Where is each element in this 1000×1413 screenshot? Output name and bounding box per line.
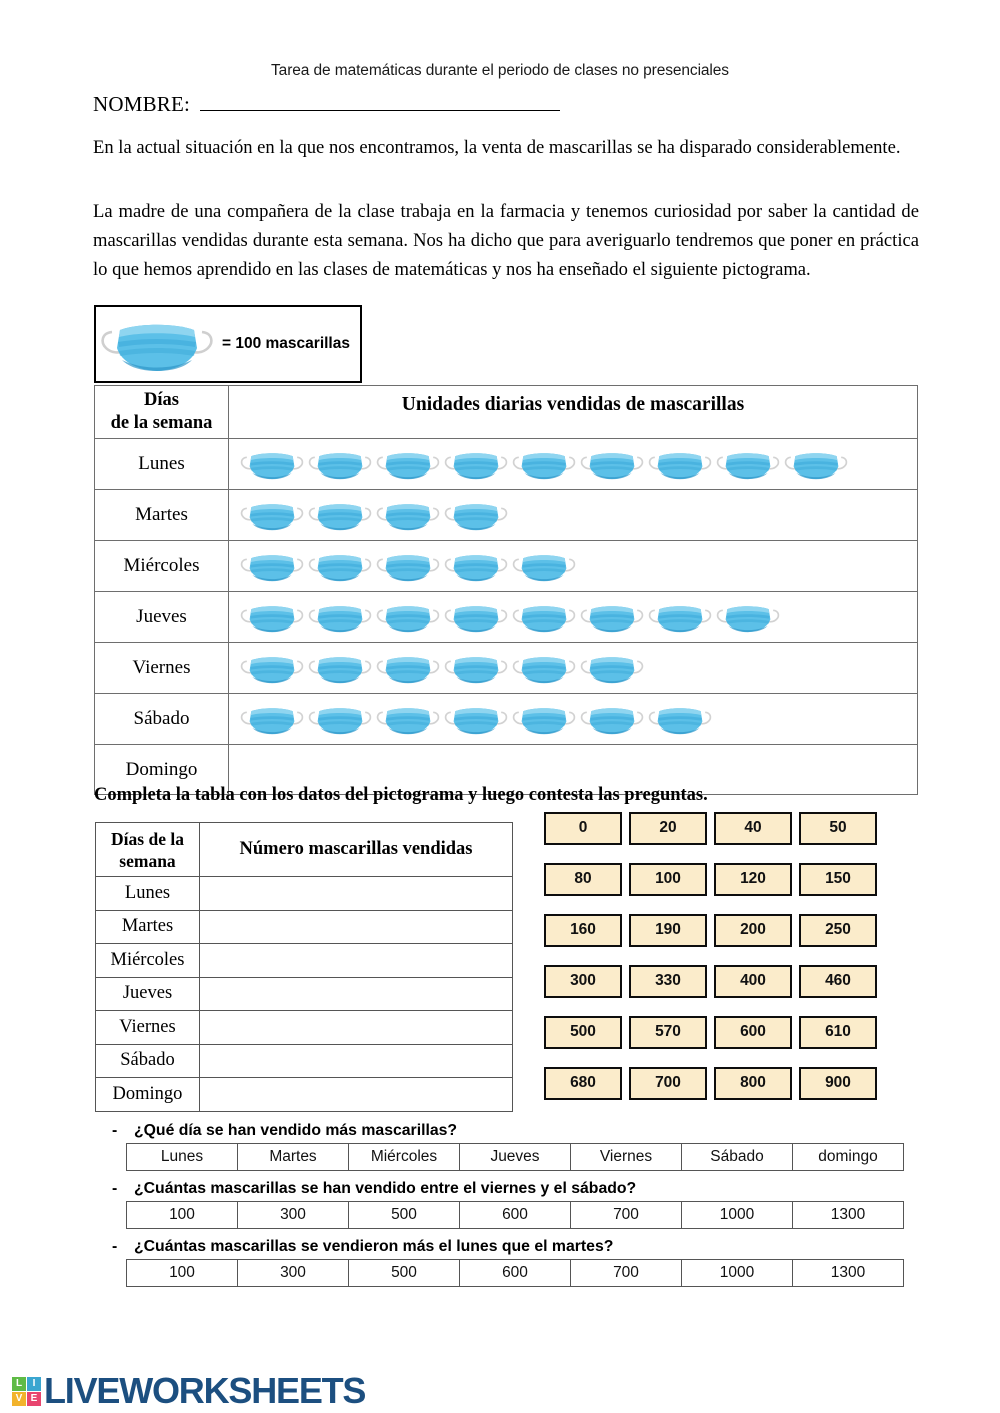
surgical-mask-icon — [443, 646, 509, 690]
number-tile[interactable]: 500 — [544, 1016, 622, 1049]
number-tile-wrap — [711, 861, 795, 897]
question-line — [112, 1238, 912, 1256]
question-options-table — [126, 1201, 904, 1229]
question-option[interactable]: 1300 — [793, 1260, 904, 1287]
question-text: ¿Cuántas mascarillas se vendieron más el lunes que el martes? — [134, 1238, 614, 1255]
number-tile[interactable]: 330 — [629, 965, 707, 998]
surgical-mask-icon — [647, 595, 713, 639]
question-bullet: - — [112, 1180, 118, 1197]
number-tile[interactable]: 190 — [629, 914, 707, 947]
surgical-mask-icon — [443, 697, 509, 741]
number-tile[interactable]: 40 — [714, 812, 792, 845]
answer-value-input[interactable] — [200, 977, 513, 1011]
surgical-mask-icon — [579, 697, 645, 741]
number-tile-wrap — [626, 1065, 710, 1101]
surgical-mask-icon — [443, 595, 509, 639]
pictogram-icon-cell — [229, 490, 918, 541]
number-tile-wrap — [626, 1014, 710, 1050]
number-tile-grid — [541, 810, 880, 1101]
surgical-mask-icon — [443, 544, 509, 588]
surgical-mask-icon — [98, 312, 216, 376]
number-tile-wrap — [626, 912, 710, 948]
pictogram-icon-cell — [229, 439, 918, 490]
answer-header-days — [96, 823, 200, 877]
pictogram-row — [95, 541, 918, 592]
question-option[interactable]: 1300 — [793, 1202, 904, 1229]
logo-tile-l: L — [12, 1377, 26, 1391]
surgical-mask-icon — [511, 442, 577, 486]
question-options-row — [127, 1202, 904, 1229]
answer-table-row — [96, 977, 513, 1011]
surgical-mask-icon — [239, 442, 305, 486]
pictogram-row — [95, 643, 918, 694]
logo-tile-v: V — [12, 1392, 26, 1406]
number-tile[interactable]: 800 — [714, 1067, 792, 1100]
answer-value-input[interactable] — [200, 910, 513, 944]
surgical-mask-icon — [647, 697, 713, 741]
question-text: ¿Cuántas mascarillas se han vendido entre el viernes y el sábado? — [134, 1180, 637, 1197]
number-tile[interactable]: 100 — [629, 863, 707, 896]
answer-day-label: Jueves — [96, 977, 200, 1011]
question-option[interactable]: 500 — [349, 1260, 460, 1287]
number-tile-wrap — [541, 861, 625, 897]
answer-value-input[interactable] — [200, 1044, 513, 1078]
surgical-mask-icon — [307, 544, 373, 588]
number-tile[interactable]: 20 — [629, 812, 707, 845]
pictogram-row — [95, 439, 918, 490]
pictogram-row — [95, 490, 918, 541]
surgical-mask-icon — [579, 646, 645, 690]
answer-header-number: Número mascarillas vendidas — [200, 823, 513, 877]
answer-table-row — [96, 910, 513, 944]
surgical-mask-icon — [511, 595, 577, 639]
question-option[interactable]: Sábado — [682, 1144, 793, 1171]
answer-header-days-line2: semana — [119, 850, 176, 871]
number-tile-wrap — [541, 912, 625, 948]
answer-day-label: Miércoles — [96, 944, 200, 978]
number-tile[interactable]: 80 — [544, 863, 622, 896]
answer-day-label: Martes — [96, 910, 200, 944]
pictogram-day-label: Sábado — [95, 694, 229, 745]
pictogram-icon-row — [239, 493, 917, 537]
question-option[interactable]: 1000 — [682, 1202, 793, 1229]
number-tile[interactable]: 400 — [714, 965, 792, 998]
pictogram-day-label: Jueves — [95, 592, 229, 643]
answer-value-input[interactable] — [200, 877, 513, 911]
surgical-mask-icon — [375, 544, 441, 588]
pictogram-icon-row — [239, 646, 917, 690]
answer-value-input[interactable] — [200, 1011, 513, 1045]
answer-table-row — [96, 1011, 513, 1045]
question-option[interactable]: Jueves — [460, 1144, 571, 1171]
pictogram-header-days — [95, 386, 229, 439]
number-tile[interactable]: 50 — [799, 812, 877, 845]
surgical-mask-icon — [375, 442, 441, 486]
answer-table-row — [96, 944, 513, 978]
name-input-line[interactable] — [200, 97, 560, 111]
question-options-table — [126, 1259, 904, 1287]
pictogram-header-days-line2: de la semana — [110, 413, 213, 433]
pictogram-header-units: Unidades diarias vendidas de mascarillas — [229, 386, 918, 439]
answer-table — [95, 822, 513, 1112]
answer-table-row — [96, 1078, 513, 1112]
question-options-table — [126, 1143, 904, 1171]
surgical-mask-icon — [647, 442, 713, 486]
pictogram-icon-cell — [229, 643, 918, 694]
surgical-mask-icon — [443, 442, 509, 486]
number-tile-wrap — [711, 912, 795, 948]
pictogram-row — [95, 592, 918, 643]
question-option[interactable]: domingo — [793, 1144, 904, 1171]
pictogram-header-days-line1: Días — [144, 390, 179, 410]
pictogram-icon-row — [239, 697, 917, 741]
number-tile-wrap — [541, 1065, 625, 1101]
question-option[interactable]: Martes — [238, 1144, 349, 1171]
surgical-mask-icon — [375, 646, 441, 690]
answer-day-label: Sábado — [96, 1044, 200, 1078]
name-label: NOMBRE: — [93, 92, 191, 116]
surgical-mask-icon — [511, 544, 577, 588]
intro-paragraph-2: La madre de una compañera de la clase trabaja en la farmacia y tenemos curiosidad por saber la cantidad de mascarillas vendidas durante esta semana. Nos ha dicho que para averiguarlo tendremos que poner en práctica lo que hemos aprendido en las clases de matemáticas y nos ha enseñado el siguiente pictograma. — [93, 201, 919, 280]
pictogram-row — [95, 694, 918, 745]
answer-table-row — [96, 877, 513, 911]
number-tile[interactable]: 200 — [714, 914, 792, 947]
question-option[interactable]: Miércoles — [349, 1144, 460, 1171]
logo-wordmark: LIVEWORKSHEETS — [44, 1370, 366, 1411]
number-tile-wrap — [541, 810, 625, 846]
question-text: ¿Qué día se han vendido más mascarillas? — [134, 1122, 458, 1139]
pictogram-table — [94, 385, 918, 795]
logo-tiles — [12, 1377, 41, 1406]
number-tile[interactable]: 610 — [799, 1016, 877, 1049]
question-options-row — [127, 1260, 904, 1287]
pictogram-day-label: Lunes — [95, 439, 229, 490]
number-tile-wrap — [796, 861, 880, 897]
number-tile[interactable]: 0 — [544, 812, 622, 845]
number-tile-wrap — [796, 1014, 880, 1050]
answer-day-label: Lunes — [96, 877, 200, 911]
pictogram-icon-row — [239, 544, 917, 588]
surgical-mask-icon — [307, 646, 373, 690]
surgical-mask-icon — [443, 493, 509, 537]
number-tile-wrap — [796, 963, 880, 999]
legend-box — [94, 305, 362, 383]
question-option[interactable]: 700 — [571, 1202, 682, 1229]
question-option[interactable]: Viernes — [571, 1144, 682, 1171]
number-tile-wrap — [796, 810, 880, 846]
surgical-mask-icon — [511, 646, 577, 690]
name-field-row — [93, 92, 560, 117]
number-tile[interactable]: 900 — [799, 1067, 877, 1100]
question-option[interactable]: 300 — [238, 1260, 349, 1287]
surgical-mask-icon — [307, 697, 373, 741]
question-line — [112, 1180, 912, 1198]
surgical-mask-icon — [239, 697, 305, 741]
pictogram-icon-row — [239, 595, 917, 639]
number-tile-wrap — [711, 1065, 795, 1101]
number-tile-wrap — [711, 810, 795, 846]
pictogram-icon-row — [239, 442, 917, 486]
surgical-mask-icon — [579, 442, 645, 486]
number-tile-wrap — [796, 912, 880, 948]
number-tile-wrap — [626, 861, 710, 897]
question-option[interactable]: 600 — [460, 1202, 571, 1229]
number-tile[interactable]: 570 — [629, 1016, 707, 1049]
answer-value-input[interactable] — [200, 944, 513, 978]
answer-table-header-row — [96, 823, 513, 877]
question-option[interactable]: 500 — [349, 1202, 460, 1229]
surgical-mask-icon — [239, 544, 305, 588]
surgical-mask-icon — [307, 442, 373, 486]
number-tile[interactable]: 150 — [799, 863, 877, 896]
number-tile-wrap — [541, 1014, 625, 1050]
number-tile-wrap — [796, 1065, 880, 1101]
number-tile[interactable]: 160 — [544, 914, 622, 947]
surgical-mask-icon — [239, 595, 305, 639]
number-tile[interactable]: 120 — [714, 863, 792, 896]
logo-tile-i: I — [27, 1377, 41, 1391]
number-tile-wrap — [711, 1014, 795, 1050]
pictogram-day-label: Martes — [95, 490, 229, 541]
surgical-mask-icon — [375, 595, 441, 639]
question-option[interactable]: 1000 — [682, 1260, 793, 1287]
surgical-mask-icon — [375, 697, 441, 741]
answer-day-label: Viernes — [96, 1011, 200, 1045]
number-tile-wrap — [626, 963, 710, 999]
number-tile[interactable]: 460 — [799, 965, 877, 998]
surgical-mask-icon — [579, 595, 645, 639]
number-tile-wrap — [711, 963, 795, 999]
surgical-mask-icon — [511, 697, 577, 741]
pictogram-icon-cell — [229, 592, 918, 643]
answer-day-label: Domingo — [96, 1078, 200, 1112]
logo-tile-e: E — [27, 1392, 41, 1406]
question-option[interactable]: 300 — [238, 1202, 349, 1229]
pictogram-icon-cell — [229, 694, 918, 745]
question-options-row — [127, 1144, 904, 1171]
surgical-mask-icon — [307, 493, 373, 537]
surgical-mask-icon — [307, 595, 373, 639]
number-tile[interactable]: 600 — [714, 1016, 792, 1049]
number-tile[interactable]: 300 — [544, 965, 622, 998]
surgical-mask-icon — [715, 595, 781, 639]
pictogram-icon-cell — [229, 541, 918, 592]
pictogram-day-label: Viernes — [95, 643, 229, 694]
question-option[interactable]: 100 — [127, 1202, 238, 1229]
answer-table-row — [96, 1044, 513, 1078]
question-bullet: - — [112, 1122, 118, 1139]
question-bullet: - — [112, 1238, 118, 1255]
question-line — [112, 1122, 912, 1140]
question-option[interactable]: Lunes — [127, 1144, 238, 1171]
number-tile[interactable]: 250 — [799, 914, 877, 947]
answer-value-input[interactable] — [200, 1078, 513, 1112]
questions-section — [112, 1122, 912, 1296]
question-option[interactable]: 100 — [127, 1260, 238, 1287]
number-tile-wrap — [541, 963, 625, 999]
surgical-mask-icon — [239, 493, 305, 537]
question-option[interactable]: 600 — [460, 1260, 571, 1287]
pictogram-day-label: Domingo — [95, 745, 229, 795]
surgical-mask-icon — [375, 493, 441, 537]
surgical-mask-icon — [239, 646, 305, 690]
intro-paragraph-1: En la actual situación en la que nos encontramos, la venta de mascarillas se ha disparado considerablemente. — [93, 137, 901, 158]
pictogram-day-label: Miércoles — [95, 541, 229, 592]
question-option[interactable]: 700 — [571, 1260, 682, 1287]
number-tile[interactable]: 680 — [544, 1067, 622, 1100]
answer-header-days-line1: Días de la — [111, 828, 184, 849]
instruction-text: Completa la tabla con los datos del pictograma y luego contesta las preguntas. — [94, 785, 708, 805]
surgical-mask-icon — [715, 442, 781, 486]
legend-label: = 100 mascarillas — [222, 335, 350, 352]
number-tile[interactable]: 700 — [629, 1067, 707, 1100]
liveworksheets-logo — [12, 1370, 365, 1412]
number-tile-wrap — [626, 810, 710, 846]
pictogram-header-row — [95, 386, 918, 439]
surgical-mask-icon — [783, 442, 849, 486]
page-title: Tarea de matemáticas durante el periodo de clases no presenciales — [271, 62, 729, 79]
